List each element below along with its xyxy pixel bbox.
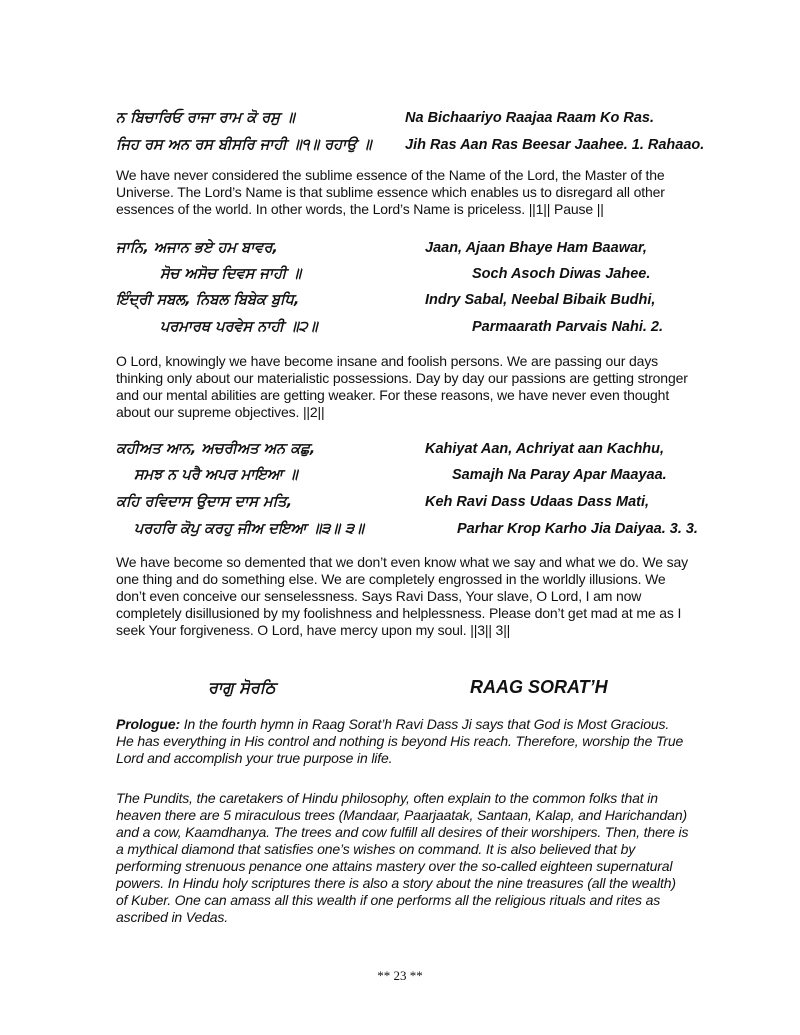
- verse-roman: Jaan, Ajaan Bhaye Ham Baawar,: [425, 240, 647, 256]
- verse-roman: Soch Asoch Diwas Jahee.: [472, 266, 651, 282]
- verse-gurmukhi: ਜਿਹ ਰਸ ਅਨ ਰਸ ਬੀਸਰਿ ਜਾਹੀ ॥੧॥ ਰਹਾਉ ॥: [116, 137, 372, 153]
- verse-roman: Na Bichaariyo Raajaa Raam Ko Ras.: [405, 110, 655, 126]
- prologue-text: In the fourth hymn in Raag Sorat’h Ravi Dass Ji says that God is Most Gracious. He has everything in His control and nothing is beyond His reach. Therefore, worship the True Lord and accomplish your true purpose in life.: [116, 716, 684, 766]
- translation-paragraph: We have become so demented that we don’t even know what we say and what we do. We say one thing and do something else. We are completely engrossed in the worldly illusions. We don’t even conceive our senselessness. Says Ravi Dass, Your slave, O Lord, I am now completely disillusioned by my foolishness and helplessness. Please don’t get mad at me as I seek Your forgiveness. O Lord, have mercy upon my soul. ||3|| 3||: [116, 554, 688, 638]
- explanation-paragraph: The Pundits, the caretakers of Hindu philosophy, often explain to the common folks that in heaven there are 5 miraculous trees (Mandaar, Paarjaatak, Santaan, Kalap, and Harichandan) and a cow, Kaamdhanya. The trees and cow fulfill all desires of their worshipers. Then, there is a mythical diamond that satisfies one’s wishes on command. It is also believed that by performing strenuous penance one attains mastery over the so-called eighteen supernatural powers. In Hindu holy scriptures there is also a story about the nine treasures (all the wealth) of Kuber. One can amass all this wealth if one performs all the religious rituals and rites as ascribed in Vedas.: [116, 790, 689, 925]
- page-number: ** 23 **: [377, 968, 423, 983]
- verse-gurmukhi: ਇੰਦ੍ਰੀ ਸਬਲ, ਨਿਬਲ ਬਿਬੇਕ ਬੁਧਿ,: [116, 292, 300, 308]
- prologue-paragraph: [116, 716, 690, 767]
- section-heading-gurmukhi: ਰਾਗੁ ਸੋਰਠਿ: [208, 678, 276, 697]
- verse-roman: Parhar Krop Karho Jia Daiyaa. 3. 3.: [457, 521, 698, 537]
- translation-paragraph: We have never considered the sublime essence of the Name of the Lord, the Master of the Universe. The Lord’s Name is that sublime essence which enables us to disregard all other essences of the world. In other words, the Lord’s Name is priceless. ||1|| Pause ||: [116, 167, 665, 217]
- verse-gurmukhi: ਪਰਮਾਰਥ ਪਰਵੇਸ ਨਾਹੀ ॥੨॥: [160, 319, 318, 335]
- verse-gurmukhi: ਕਹੀਅਤ ਆਨ, ਅਚਰੀਅਤ ਅਨ ਕਛੁ,: [116, 441, 316, 457]
- prologue-label: Prologue:: [116, 716, 180, 732]
- section-heading-roman: RAAG SORAT’H: [470, 677, 608, 697]
- verse-roman: Samajh Na Paray Apar Maayaa.: [452, 467, 667, 483]
- verse-gurmukhi: ਜਾਨਿ, ਅਜਾਨ ਭਏ ਹਮ ਬਾਵਰ,: [116, 240, 278, 256]
- verse-roman: Kahiyat Aan, Achriyat aan Kachhu,: [425, 441, 665, 457]
- verse-roman: Jih Ras Aan Ras Beesar Jaahee. 1. Rahaao.: [405, 137, 705, 153]
- verse-gurmukhi: ਕਹਿ ਰਵਿਦਾਸ ਉਦਾਸ ਦਾਸ ਮਤਿ,: [116, 494, 293, 510]
- verse-roman: Indry Sabal, Neebal Bibaik Budhi,: [425, 292, 656, 308]
- verse-gurmukhi: ਸਮਝ ਨ ਪਰੈ ਅਪਰ ਮਾਇਆ ॥: [134, 467, 298, 483]
- verse-gurmukhi: ਨ ਬਿਚਾਰਿਓ ਰਾਜਾ ਰਾਮ ਕੋ ਰਸੁ ॥: [116, 110, 295, 126]
- verse-gurmukhi: ਸੋਚ ਅਸੋਚ ਦਿਵਸ ਜਾਹੀ ॥: [160, 266, 302, 282]
- verse-roman: Parmaarath Parvais Nahi. 2.: [472, 319, 664, 335]
- translation-paragraph: O Lord, knowingly we have become insane and foolish persons. We are passing our days thinking only about our materialistic possessions. Day by day our passions are getting stronger and our mental abilities are getting weaker. For these reasons, we have never even thought about our supreme objectives. ||2||: [116, 353, 688, 420]
- verse-roman: Keh Ravi Dass Udaas Dass Mati,: [425, 494, 650, 510]
- verse-gurmukhi: ਪਰਹਰਿ ਕੋਪੁ ਕਰਹੁ ਜੀਅ ਦਇਆ ॥੩॥ ੩॥: [134, 521, 364, 537]
